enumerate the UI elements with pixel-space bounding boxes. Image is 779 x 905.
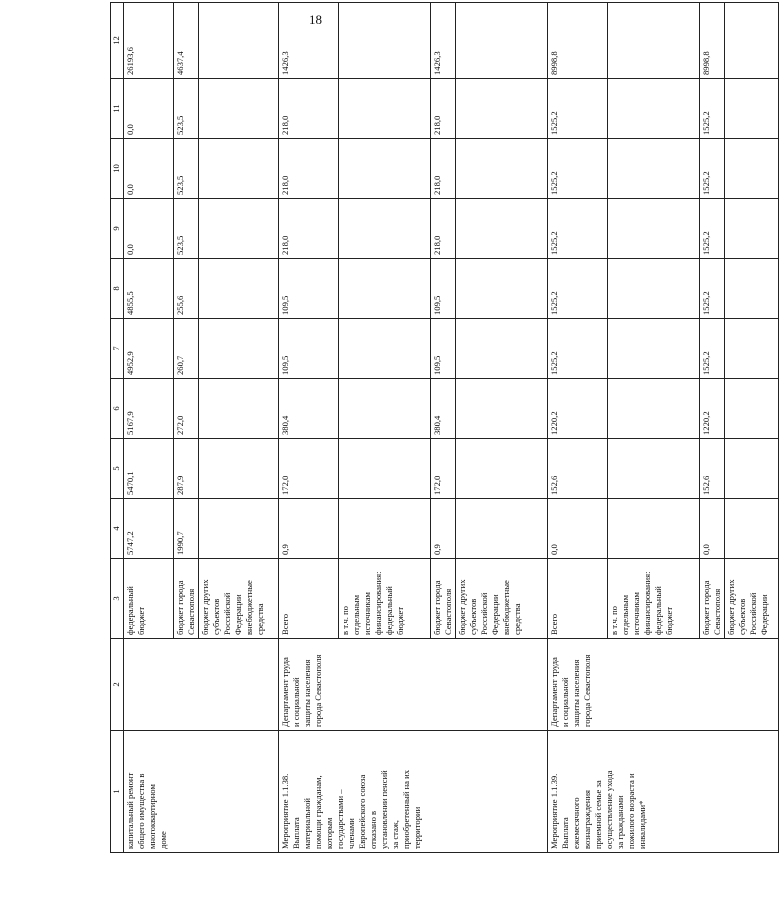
table-row [279,3,339,853]
cell-text-line: федеральный [384,586,394,635]
value-cell: 255,6 [174,259,199,319]
column-number: 12 [111,3,124,79]
cell-text-line: капитальный ремонт [125,772,135,849]
column-number: 2 [111,639,124,731]
value-cell: 26193,6 [124,3,174,79]
value-cell [725,139,779,199]
value-cell: 218,0 [279,79,339,139]
cell-text-line: защиты населения [302,659,312,727]
responsible-cell [279,639,548,731]
funding-source-cell [279,559,339,639]
value-cell: 8998,8 [548,3,608,79]
value-cell: 260,7 [174,319,199,379]
value-cell: 1525,2 [548,199,608,259]
column-number: 3 [111,559,124,639]
cell-text-line: субъектов [211,598,221,635]
value-cell [725,3,779,79]
funding-source-cell [725,559,779,639]
value-cell: 172,0 [279,439,339,499]
value-cell [725,199,779,259]
column-number-row [111,3,124,853]
funding-source-cell [174,559,199,639]
value-cell [456,259,548,319]
value-cell: 523,5 [174,199,199,259]
cell-text-line: многоквартирном [147,784,157,849]
value-cell [725,79,779,139]
cell-text-line: в т.ч. по [340,606,350,635]
value-cell [199,79,279,139]
column-number: 8 [111,259,124,319]
cell-text-line: помощи гражданам, [313,775,323,849]
value-cell: 1525,2 [548,79,608,139]
cell-text-line: материальной [302,797,312,849]
column-number: 4 [111,499,124,559]
value-cell: 1525,2 [700,319,725,379]
value-cell: 1426,3 [279,3,339,79]
value-cell [608,139,700,199]
value-cell: 152,6 [548,439,608,499]
cell-text-line: общего имущества в [136,773,146,849]
value-cell [608,3,700,79]
value-cell: 109,5 [431,259,456,319]
cell-text-line: бюджет города [175,580,185,635]
cell-text-line: федеральный [125,586,135,635]
table-row [548,3,608,853]
value-cell [608,319,700,379]
activity-cell [279,731,548,853]
cell-text-line: Российской [222,592,232,635]
value-cell: 4855,5 [124,259,174,319]
value-cell: 0,0 [124,79,174,139]
cell-text-line: бюджет других [457,579,467,635]
cell-text-line: Департамент труда [280,657,290,727]
cell-text-line: за гражданами [615,795,625,849]
value-cell [199,199,279,259]
column-number: 10 [111,139,124,199]
cell-text-line: субъектов [737,598,747,635]
cell-text-line: отдельным [620,594,630,635]
value-cell: 1426,3 [431,3,456,79]
cell-text-line: финансирования: [373,571,383,635]
value-cell [456,499,548,559]
value-cell: 218,0 [431,79,456,139]
cell-text-line: инвалидами* [637,800,647,849]
cell-text-line: приемной семье за [593,780,603,849]
cell-text-line: бюджет других [726,579,736,635]
value-cell: 109,5 [431,319,456,379]
cell-text-line: пожилого возраста и [626,773,636,849]
cell-text-line: защиты населения [571,659,581,727]
value-cell: 1220,2 [700,379,725,439]
cell-text-line: осуществление ухода [604,770,614,849]
cell-text-line: города Севастополя [582,654,592,727]
cell-text-line: бюджет [664,606,674,635]
funding-source-cell [456,559,548,639]
cell-text-line: Севастополя [443,588,453,635]
value-cell [608,379,700,439]
activity-cell [548,731,779,853]
value-cell: 0,0 [124,199,174,259]
value-cell: 272,0 [174,379,199,439]
funding-source-cell [608,559,700,639]
funding-source-cell [124,559,174,639]
value-cell [339,319,431,379]
cell-text-line: Департамент труда [549,657,559,727]
value-cell: 0,0 [124,139,174,199]
value-cell [725,439,779,499]
page-number: 18 [309,12,322,27]
value-cell [199,499,279,559]
value-cell [725,379,779,439]
value-cell [339,499,431,559]
value-cell [199,439,279,499]
value-cell [608,439,700,499]
cell-text-line: Севастополя [712,588,722,635]
cell-text-line: бюджет [395,606,405,635]
value-cell: 1525,2 [548,139,608,199]
cell-text-line: отказано в [368,810,378,849]
cell-text-line: бюджет города [432,580,442,635]
cell-text-line: в т.ч. по [609,606,619,635]
value-cell: 287,9 [174,439,199,499]
value-cell: 0,9 [431,499,456,559]
cell-text-line: бюджет [136,606,146,635]
cell-text-line: и социальной [291,677,301,727]
value-cell [339,139,431,199]
value-cell: 0,0 [548,499,608,559]
value-cell: 109,5 [279,319,339,379]
cell-text-line: Российской [479,592,489,635]
cell-text-line: Выплата [291,817,301,849]
funding-source-cell [199,559,279,639]
value-cell [199,259,279,319]
value-cell: 0,0 [700,499,725,559]
column-number: 1 [111,731,124,853]
value-cell: 523,5 [174,79,199,139]
value-cell: 0,9 [279,499,339,559]
column-number: 5 [111,439,124,499]
cell-text-line: средства [512,603,522,635]
value-cell [608,259,700,319]
cell-text-line: средства [255,603,265,635]
value-cell [456,439,548,499]
cell-text-line: Мероприятие 1.1.39. [549,773,559,849]
responsible-cell [548,639,779,731]
value-cell [456,139,548,199]
cell-text-line: ежемесячного [571,797,581,849]
cell-text-line: внебюджетные [244,580,254,635]
cell-text-line: источникам [631,592,641,635]
cell-text-line: Федерации [233,594,243,635]
value-cell [608,199,700,259]
cell-text-line: которым [324,817,334,849]
cell-text-line: приобретенный на их [401,769,411,849]
value-cell [339,199,431,259]
cell-text-line: Севастополя [186,588,196,635]
value-cell: 218,0 [431,199,456,259]
funding-source-cell [548,559,608,639]
value-cell [456,3,548,79]
value-cell [339,3,431,79]
cell-text-line: Мероприятие 1.1.38. [280,773,290,849]
value-cell: 1525,2 [548,319,608,379]
value-cell [456,79,548,139]
funding-source-cell [339,559,431,639]
cell-text-line: членами [346,818,356,849]
cell-text-line: вознаграждения [582,789,592,849]
value-cell: 4952,9 [124,319,174,379]
value-cell [339,379,431,439]
value-cell: 5167,9 [124,379,174,439]
column-number: 11 [111,79,124,139]
value-cell [608,499,700,559]
cell-text-line: Всего [549,613,559,635]
value-cell [456,379,548,439]
value-cell [725,259,779,319]
cell-text-line: внебюджетные [501,580,511,635]
budget-table [110,2,779,853]
value-cell [456,199,548,259]
value-cell: 5747,2 [124,499,174,559]
cell-text-line: федеральный [653,586,663,635]
column-number: 6 [111,379,124,439]
value-cell [608,79,700,139]
column-number: 7 [111,319,124,379]
value-cell: 1525,2 [548,259,608,319]
value-cell: 1525,2 [700,139,725,199]
cell-text-line: установлении пенсий [379,770,389,849]
cell-text-line: источникам [362,592,372,635]
cell-text-line: бюджет города [701,580,711,635]
cell-text-line: Федерации [759,594,769,635]
value-cell [725,319,779,379]
value-cell [199,3,279,79]
cell-text-line: за стаж, [390,820,400,849]
value-cell [725,499,779,559]
cell-text-line: и социальной [560,677,570,727]
value-cell: 1990,7 [174,499,199,559]
rotated-table-container [110,36,769,853]
value-cell: 218,0 [279,139,339,199]
value-cell: 218,0 [279,199,339,259]
value-cell: 8998,8 [700,3,725,79]
value-cell [339,439,431,499]
value-cell [339,79,431,139]
value-cell [199,139,279,199]
value-cell: 4637,4 [174,3,199,79]
cell-text-line: финансирования: [642,571,652,635]
cell-text-line: государствами – [335,789,345,849]
responsible-cell [124,639,279,731]
value-cell: 218,0 [431,139,456,199]
value-cell: 109,5 [279,259,339,319]
cell-text-line: доме [158,831,168,849]
value-cell: 5470,1 [124,439,174,499]
activity-cell [124,731,279,853]
value-cell: 152,6 [700,439,725,499]
cell-text-line: субъектов [468,598,478,635]
value-cell [199,379,279,439]
cell-text-line: отдельным [351,594,361,635]
cell-text-line: территории [412,806,422,849]
funding-source-cell [700,559,725,639]
cell-text-line: Федерации [490,594,500,635]
cell-text-line: города Севастополя [313,654,323,727]
value-cell: 1525,2 [700,259,725,319]
column-number: 9 [111,199,124,259]
value-cell: 380,4 [431,379,456,439]
value-cell: 172,0 [431,439,456,499]
value-cell: 380,4 [279,379,339,439]
cell-text-line: Российской [748,592,758,635]
value-cell: 523,5 [174,139,199,199]
table-row [124,3,174,853]
value-cell [339,259,431,319]
value-cell: 1525,2 [700,199,725,259]
cell-text-line: бюджет других [200,579,210,635]
value-cell [456,319,548,379]
value-cell [199,319,279,379]
funding-source-cell [431,559,456,639]
value-cell: 1525,2 [700,79,725,139]
cell-text-line: Европейского союза [357,774,367,849]
value-cell: 1220,2 [548,379,608,439]
table-body [124,3,779,853]
cell-text-line: Выплата [560,817,570,849]
cell-text-line: Всего [280,613,290,635]
